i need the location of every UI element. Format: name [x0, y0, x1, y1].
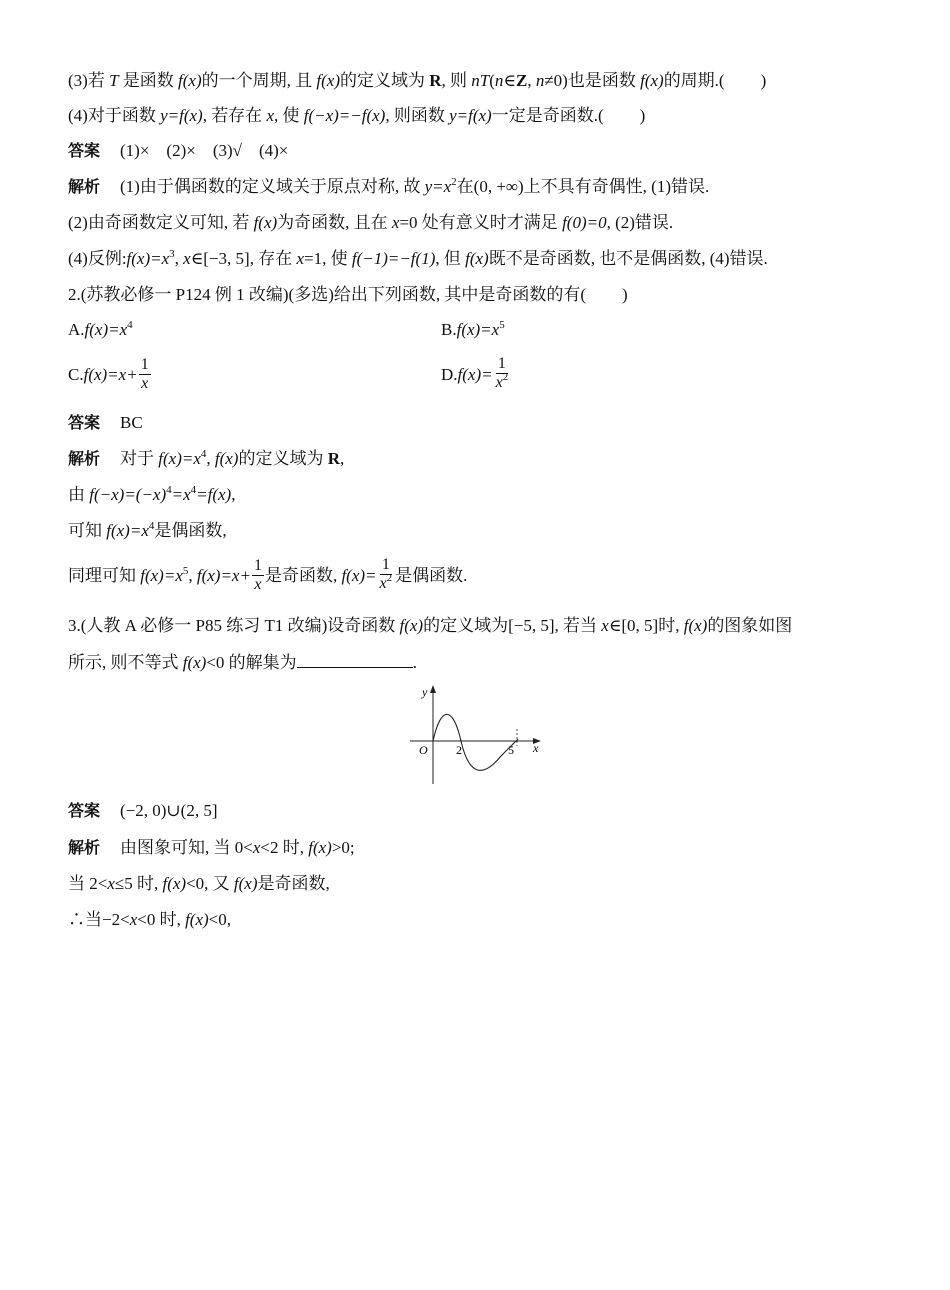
analysis-label: 解析 [68, 177, 101, 196]
fraction: $\frac{1}{x^2}$ [379, 556, 393, 593]
q2-analysis-1: 解析 对于 $f(x)=x^4$, f(x)的定义域为 R, [68, 448, 345, 468]
q3-answer: 答案 (−2, 0)∪(2, 5] [68, 801, 218, 820]
q2-analysis-4: 同理可知 $f(x)=x^5$, f(x)=x+ $\frac{1}{x}$ 是奇函数, f(x)= $\frac{1}{x^2}$ 是偶函数. [68, 556, 468, 593]
fraction: $\frac{1}{x}$ [253, 556, 262, 593]
answer-label: 答案 [68, 801, 101, 820]
y-axis-arrow [430, 685, 436, 693]
fraction: $\frac{1}{x}$ [140, 355, 149, 392]
q2-option-b: $B.f(x)=x^5$ [441, 319, 505, 339]
q2-answer: 答案 BC [68, 413, 143, 432]
q3-stem-1: 3.(人教 A 必修一 P85 练习 T1 改编)设奇函数 f(x)的定义域为[−5, 5], 若当 x∈[0, 5]时, f(x)的图象如图 [68, 616, 793, 635]
q3-analysis-3: ∴当−2<x<0 时, f(x)<0, [68, 910, 232, 929]
q2-option-a: $A.f(x)=x^4$ [68, 319, 133, 339]
q2-analysis-2: 由 $f(-x)=(-x)^4=x^4=f(x)$, [68, 484, 236, 504]
q1-item3: (3)若 T 是函数 f(x)的一个周期, 且 f(x)的定义域为 R, 则 nT(n∈Z, n≠0)也是函数 f(x)的周期.( ) [68, 71, 767, 90]
tick-label-2: 2 [456, 743, 462, 757]
origin-label: O [419, 743, 428, 757]
q3-stem-2: 所示, 则不等式 f(x)<0 的解集为 . [68, 650, 417, 674]
y-axis-label: y [422, 685, 428, 699]
q2-option-c: C.f(x)=x+ $\frac{1}{x}$ [68, 355, 149, 392]
q2-option-d: D.f(x)= $\frac{1}{x^2}$ [441, 355, 509, 392]
q1-analysis-1: 解析 (1)由于偶函数的定义域关于原点对称, 故 $y=x^2$在(0, +∞)上不具有奇偶性, (1)错误. [68, 176, 710, 196]
tick-label-5: 5 [508, 743, 514, 757]
function-curve [433, 714, 518, 770]
fraction: $\frac{1}{x^2}$ [495, 355, 509, 392]
function-graph [405, 680, 545, 786]
answer-label: 答案 [68, 141, 101, 160]
q3-analysis-1: 解析 由图象可知, 当 0<x<2 时, f(x)>0; [68, 838, 355, 857]
q1-analysis-2: (2)由奇函数定义可知, 若 f(x)为奇函数, 且在 x=0 处有意义时才满足 f(0)=0, (2)错误. [68, 213, 674, 232]
x-axis-label: x [533, 741, 539, 755]
answer-blank [297, 650, 413, 668]
q3-analysis-2: 当 2<x≤5 时, f(x)<0, 又 f(x)是奇函数, [68, 874, 330, 893]
q2-analysis-3: 可知 $f(x)=x^4$是偶函数, [68, 520, 227, 540]
q1-analysis-4: (4)反例$:f(x)=x^3$, x∈[−3, 5], 存在 x=1, 使 f(−1)=−f(1), 但 f(x)既不是奇函数, 也不是偶函数, (4)错误. [68, 248, 768, 268]
analysis-label: 解析 [68, 838, 101, 857]
analysis-label: 解析 [68, 449, 101, 468]
q1-item4: (4)对于函数 y=f(x), 若存在 x, 使 f(−x)=−f(x), 则函数 y=f(x)一定是奇函数.( ) [68, 106, 646, 125]
answer-label: 答案 [68, 413, 101, 432]
q2-stem: 2.(苏教必修一 P124 例 1 改编)(多选)给出下列函数, 其中是奇函数的有( ) [68, 285, 628, 304]
q1-answer: 答案 (1)× (2)× (3)√ (4)× [68, 141, 289, 160]
